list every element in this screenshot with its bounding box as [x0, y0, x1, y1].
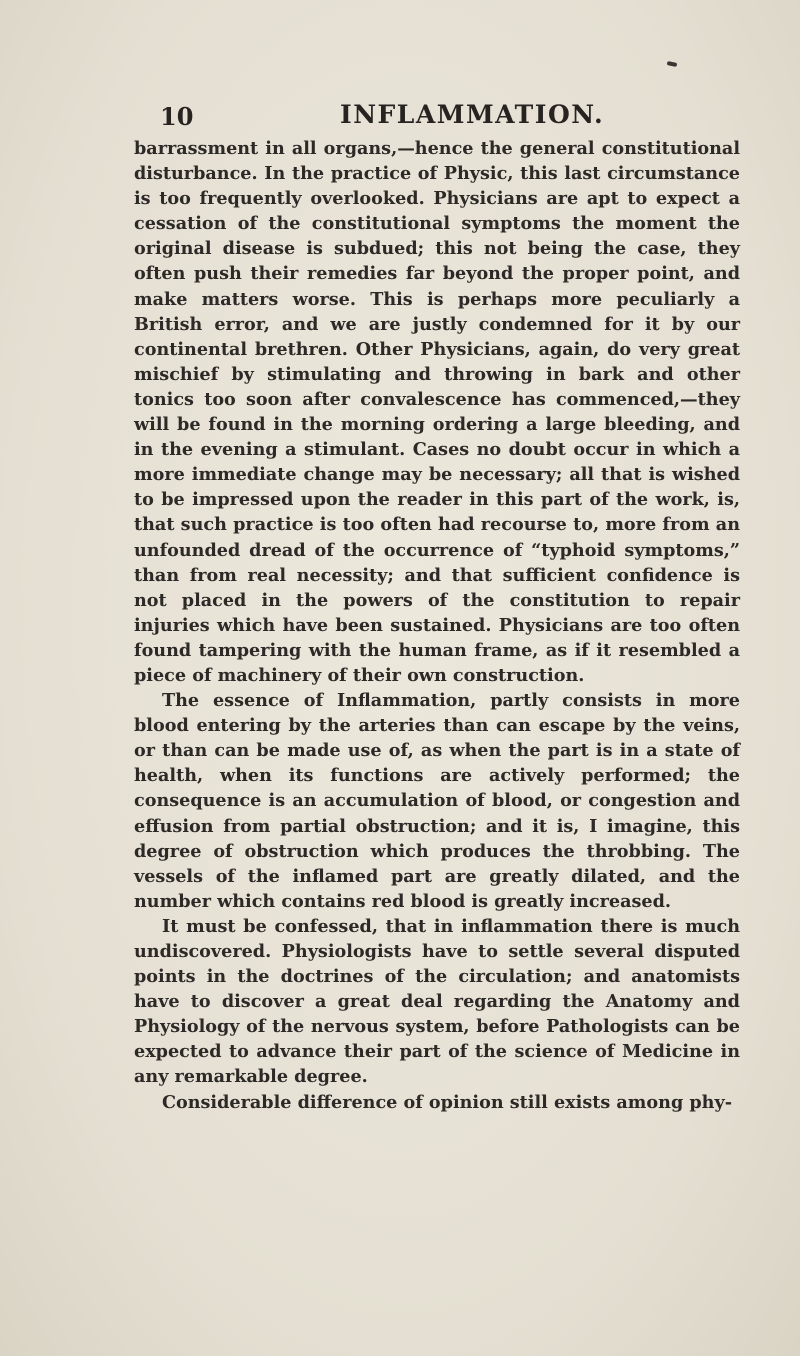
paragraph-difference: Considerable difference of opinion still exists among phy- [162, 1091, 732, 1113]
paragraph-continuation: barrassment in all organs,—hence the general constitutional disturbance. In the practice of Physic, this last circumstance is too frequently overlooked. Physicians are apt to expect a cessation of the constitutional symptoms the moment the original disease is subdued; this not being the case, they often push their remedies far beyond the proper point, and make matters worse. This is perhaps more peculiarly a British error, and we are justly condemned for it by our continental brethren. Other Physicians, again, do very great mischief by stimulating and throwing in bark and other tonics too soon after convalescence has commenced,—they will be found in the morning ordering a large bleeding, and in the evening a stimulant. Cases no doubt occur in which a more immediate change may be necessary; all that is wished to be impressed upon the reader in this part of the work, is, that such practice is too often had recourse to, more from an unfounded dread of the occurrence of “typhoid symptoms,” than from real necessity; and that sufficient confidence is not placed in the powers of the constitution to repair injuries which have been sustained. Physicians are too often found tampering with the human frame, as if it resembled a piece of machinery of their own construction. [134, 138, 740, 686]
page-header [0, 100, 800, 140]
page-number: 10 [160, 102, 194, 131]
paragraph-undiscovered: It must be confessed, that in inflammation there is much undiscovered. Physiologists have to settle several disputed points in the doctrines of the circulation; and anatomists have to discover a great deal regarding the Anatomy and Physiology of the nervous system, before Pathologists can be expected to advance their part of the science of Medicine in any remarkable degree. [134, 915, 740, 1088]
body-text [134, 136, 740, 1115]
paragraph-essence: The essence of Inflammation, partly consists in more blood entering by the arteries than can escape by the veins, or than can be made use of, as when the part is in a state of health, when its functions are actively performed; the consequence is an accumulation of blood, or congestion and effusion from partial obstruction; and it is, I imagine, this degree of obstruction which produces the throbbing. The vessels of the inflamed part are greatly dilated, and the number which contains red blood is greatly increased. [134, 690, 740, 912]
ink-speck [667, 61, 678, 67]
running-head: INFLAMMATION. [340, 100, 605, 129]
